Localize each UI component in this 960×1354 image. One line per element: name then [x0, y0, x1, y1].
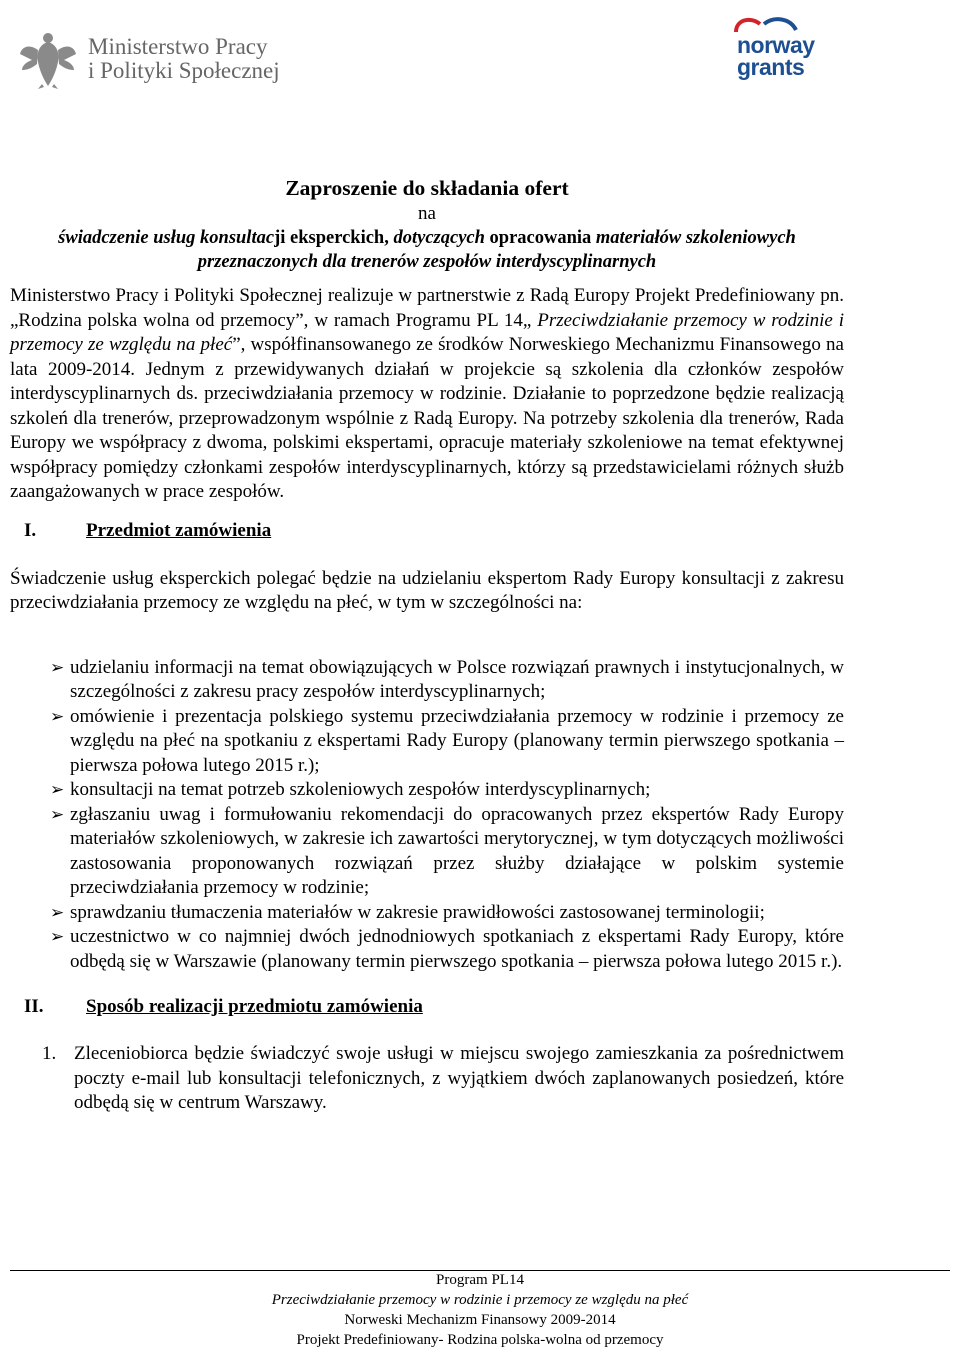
- list-item: 1. Zleceniobiorca będzie świadczyć swoje usługi w miejscu swojego zamieszkania za pośrednictwem poczty e-mail lub konsultacji telefonicznych, z wyjątkiem dwóch zaplanowanych posiedzeń, które odbędą się w centrum Warszawy.: [42, 1043, 844, 1113]
- list-item: ➢ omówienie i prezentacja polskiego systemu przeciwdziałania przemocy w rodzinie i przemocy ze względu na płeć na spotkaniu z ekspertami Rady Europy (planowany termin pierwszego spotkania – pierwsza połowa lutego 2015 r.);: [50, 705, 844, 776]
- title-block: [10, 174, 844, 274]
- page-header: [0, 0, 960, 100]
- list-item: ➢ konsultacji na temat potrzeb szkoleniowych zespołów interdyscyplinarnych;: [10, 778, 844, 803]
- grants-line1: norway: [737, 32, 815, 58]
- section-2-heading: [10, 994, 844, 1020]
- arrow-bullet-icon: ➢: [50, 804, 65, 825]
- title-na: na: [418, 203, 436, 224]
- arrow-bullet-icon: ➢: [50, 927, 65, 947]
- footer-line2: Przeciwdziałanie przemocy w rodzinie i przemocy ze względu na płeć: [271, 1292, 689, 1308]
- arrow-bullet-icon: ➢: [50, 706, 65, 727]
- ministry-name-line2: i Polityki Społecznej: [88, 58, 280, 83]
- subtitle-line2: przeznaczonych dla trenerów zespołów interdyscyplinarnych: [197, 252, 657, 272]
- document-title: Zaproszenie do składania ofert: [285, 176, 569, 200]
- section-2-title: Sposób realizacji przedmiotu zamówienia: [86, 995, 423, 1017]
- section-1-number: I.: [24, 520, 37, 542]
- subtitle-line1: świadczenie usług konsultacji eksperckich, dotyczących opracowania materiałów szkoleniowych: [58, 228, 796, 248]
- grants-line2: grants: [737, 54, 805, 80]
- ministry-logo: [18, 28, 280, 90]
- intro-paragraph: Ministerstwo Pracy i Polityki Społecznej realizuje w partnerstwie z Radą Europy Projekt Predefiniowany pn. „Rodzina polska wolna od przemocy”, w ramach Programu PL 14„ Przeciwdziałanie przemocy w rodzinie i przemocy ze względu na płeć”, współfinansowanego ze środków Norweskiego Mechanizmu Finansowego na lata 2009-2014. Jednym z przewidywanych działań w projekcie są szkolenia dla członków zespołów interdyscyplinarnych ds. przeciwdziałania przemocy w rodzinie. Działanie to poprzedzone będzie realizacją szkoleń dla trenerów, przeprowadzonym wspólnie z Radą Europy. Na potrzeby szkolenia dla trenerów, Rada Europy we współpracy z dwoma, polskimi ekspertami, opracuje materiały szkoleniowe na temat efektywnej współpracy pomiędzy członkami zespołów interdyscyplinarnych, którzy są przedstawicielami różnych służb zaangażowanych w prace zespołów.: [10, 285, 844, 502]
- section-2-number: II.: [24, 995, 44, 1017]
- norway-grants-wordmark: [737, 34, 815, 78]
- eagle-emblem-icon: [18, 28, 78, 90]
- arrow-bullet-icon: ➢: [50, 657, 65, 678]
- footer-line3: Norweski Mechanizm Finansowy 2009-2014: [344, 1312, 616, 1328]
- document-body: [10, 174, 844, 1116]
- page-footer: [0, 1270, 960, 1350]
- section-1-heading: [10, 519, 844, 545]
- list-item: ➢ uczestnictwo w co najmniej dwóch jednodniowych spotkaniach z ekspertami Rady Europy, które odbędą się w Warszawie (planowany termin pierwszego spotkania – pierwsza połowa lutego 2015 r.).: [50, 926, 844, 972]
- section-1-text: Świadczenie usług eksperckich polegać będzie na udzielaniu ekspertom Rady Europy konsultacji z zakresu przeciwdziałania przemocy ze względu na płeć, w tym w szczególności na:: [10, 567, 844, 613]
- arrow-bullet-icon: ➢: [50, 902, 65, 923]
- list-item: ➢ udzielaniu informacji na temat obowiązujących w Polsce rozwiązań prawnych i instytucjonalnych, w szczególności z zakresu pracy zespołów interdyscyplinarnych;: [50, 656, 844, 702]
- footer-line4: Projekt Predefiniowany- Rodzina polska-wolna od przemocy: [296, 1332, 664, 1348]
- list-item: ➢ zgłaszaniu uwag i formułowaniu rekomendacji do opracowanych przez ekspertów Rady Europy materiałów szkoleniowych, w zakresie ich zawartości merytorycznej, w tym dotyczących możliwości zastosowania proponowanych rozwiązań przez służby działające w polskim systemie przeciwdziałania przemocy w rodzinie;: [50, 803, 844, 898]
- footer-line1: Program PL14: [436, 1272, 524, 1288]
- section-1-title: Przedmiot zamówienia: [86, 520, 272, 542]
- section-2-list: [10, 1042, 844, 1116]
- arrow-bullet-icon: ➢: [50, 780, 65, 800]
- ministry-name: [88, 35, 280, 83]
- ministry-name-line1: Ministerstwo Pracy: [88, 34, 268, 59]
- list-item: ➢ sprawdzaniu tłumaczenia materiałów w zakresie prawidłowości zastosowanej terminologii;: [10, 901, 844, 926]
- section-1-list: [10, 656, 844, 975]
